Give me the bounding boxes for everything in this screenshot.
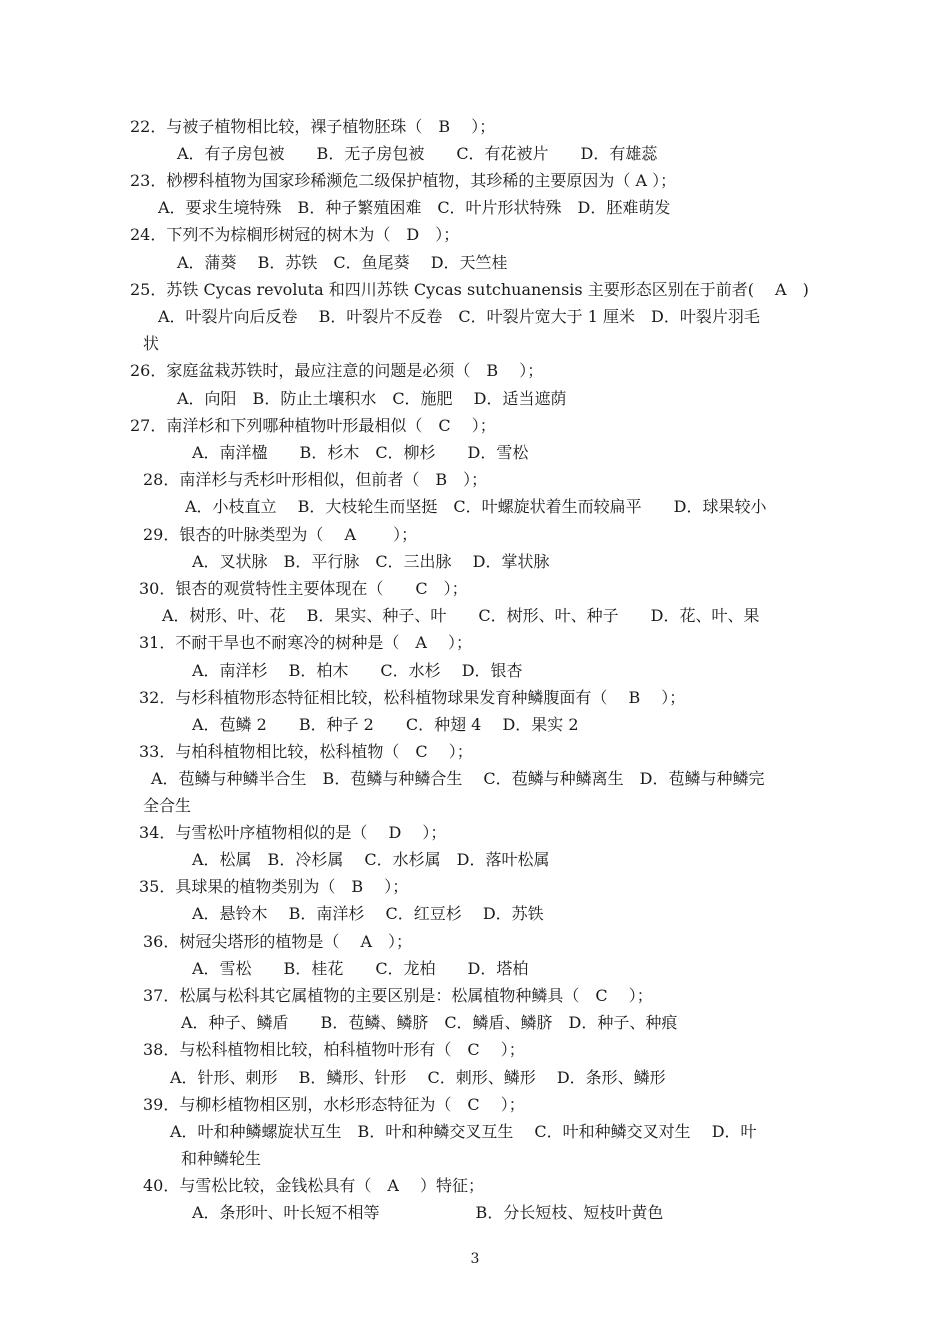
question-25-options-cont: 状 [143,334,160,353]
question-35-options: A．悬铃木 B．南洋杉 C．红豆杉 D．苏铁 [192,904,544,923]
question-23-stem: 23．桫椤科植物为国家珍稀濒危二级保护植物，其珍稀的主要原因为（ A ）； [130,171,677,190]
question-27-stem: 27．南洋杉和下列哪种植物叶形最相似（ C ）； [130,416,496,435]
question-29-options: A．叉状脉 B．平行脉 C．三出脉 D．掌状脉 [192,552,550,571]
question-37-options: A．种子、鳞盾 B．苞鳞、鳞脐 C．鳞盾、鳞脐 D．种子、种痕 [181,1013,678,1032]
question-22-options: A．有子房包被 B．无子房包被 C．有花被片 D．有雄蕊 [177,144,658,163]
question-33-options: A．苞鳞与种鳞半合生 B．苞鳞与种鳞合生 C．苞鳞与种鳞离生 D．苞鳞与种鳞完 [151,769,765,788]
question-28-stem: 28．南洋杉与秃杉叶形相似，但前者（ B ）； [143,470,488,489]
question-30-options: A．树形、叶、花 B．果实、种子、叶 C．树形、叶、种子 D．花、叶、果 [162,606,760,625]
question-33-options-cont: 全合生 [143,796,192,815]
question-26-stem: 26．家庭盆栽苏铁时，最应注意的问题是必须（ B ）； [130,361,544,380]
page-number: 3 [470,1251,480,1267]
question-32-stem: 32．与杉科植物形态特征相比较，松科植物球果发育种鳞腹面有（ B ）； [139,688,686,707]
question-25-stem: 25．苏铁 Cycas revoluta 和四川苏铁 Cycas sutchuanensis 主要形态区别在于前者( A ) [130,280,809,299]
question-38-stem: 38．与松科植物相比较，柏科植物叶形有（ C ）； [143,1040,525,1059]
question-40-stem: 40．与雪松比较，金钱松具有（ A ）特征； [143,1176,485,1195]
question-24-options: A．蒲葵 B．苏铁 C．鱼尾葵 D．天竺桂 [177,253,508,272]
question-39-options: A．叶和种鳞螺旋状互生 B．叶和种鳞交叉互生 C．叶和种鳞交叉对生 D．叶 [170,1122,757,1141]
question-31-options: A．南洋杉 B．柏木 C．水杉 D．银杏 [192,661,523,680]
question-36-stem: 36．树冠尖塔形的植物是（ A ）； [143,932,413,951]
question-27-options: A．南洋楹 B．杉木 C．柳杉 D．雪松 [192,443,529,462]
question-37-stem: 37．松属与松科其它属植物的主要区别是：松属植物种鳞具（ C ）； [143,986,653,1005]
question-23-options: A．要求生境特殊 B．种子繁殖困难 C．叶片形状特殊 D．胚难萌发 [158,198,671,217]
question-38-options: A．针形、刺形 B．鳞形、针形 C．刺形、鳞形 D．条形、鳞形 [170,1068,666,1087]
question-29-stem: 29．银杏的叶脉类型为（ A ）； [143,525,418,544]
question-30-stem: 30．银杏的观赏特性主要体现在（ C ）； [139,579,468,598]
question-34-stem: 34．与雪松叶序植物相似的是（ D ）； [139,823,447,842]
question-36-options: A．雪松 B．桂花 C．龙柏 D．塔柏 [192,959,529,978]
question-35-stem: 35．具球果的植物类别为（ B ）； [139,877,409,896]
question-32-options: A．苞鳞 2 B．种子 2 C．种翅 4 D．果实 2 [192,715,579,734]
question-31-stem: 31．不耐干旱也不耐寒冷的树种是（ A ）； [139,633,473,652]
question-24-stem: 24．下列不为棕榈形树冠的树木为（ D ）； [130,225,460,244]
question-25-options: A．叶裂片向后反卷 B．叶裂片不反卷 C．叶裂片宽大于 1 厘米 D．叶裂片羽毛 [158,307,760,326]
question-39-stem: 39．与柳杉植物相区别，水杉形态特征为（ C ）； [143,1095,525,1114]
question-40-options: A．条形叶、叶长短不相等 B．分长短枝、短枝叶黄色 [192,1203,664,1222]
question-33-stem: 33．与柏科植物相比较，松科植物（ C ）； [139,742,473,761]
question-26-options: A．向阳 B．防止土壤积水 C．施肥 D．适当遮荫 [177,389,567,408]
question-39-options-cont: 和种鳞轮生 [181,1149,262,1168]
question-34-options: A．松属 B．冷杉属 C．水杉属 D．落叶松属 [192,850,550,869]
question-28-options: A．小枝直立 B．大枝轮生而坚挺 C．叶螺旋状着生而较扁平 D．球果较小 [185,497,767,516]
question-22-stem: 22．与被子植物相比较，裸子植物胚珠（ B ）； [130,117,496,136]
